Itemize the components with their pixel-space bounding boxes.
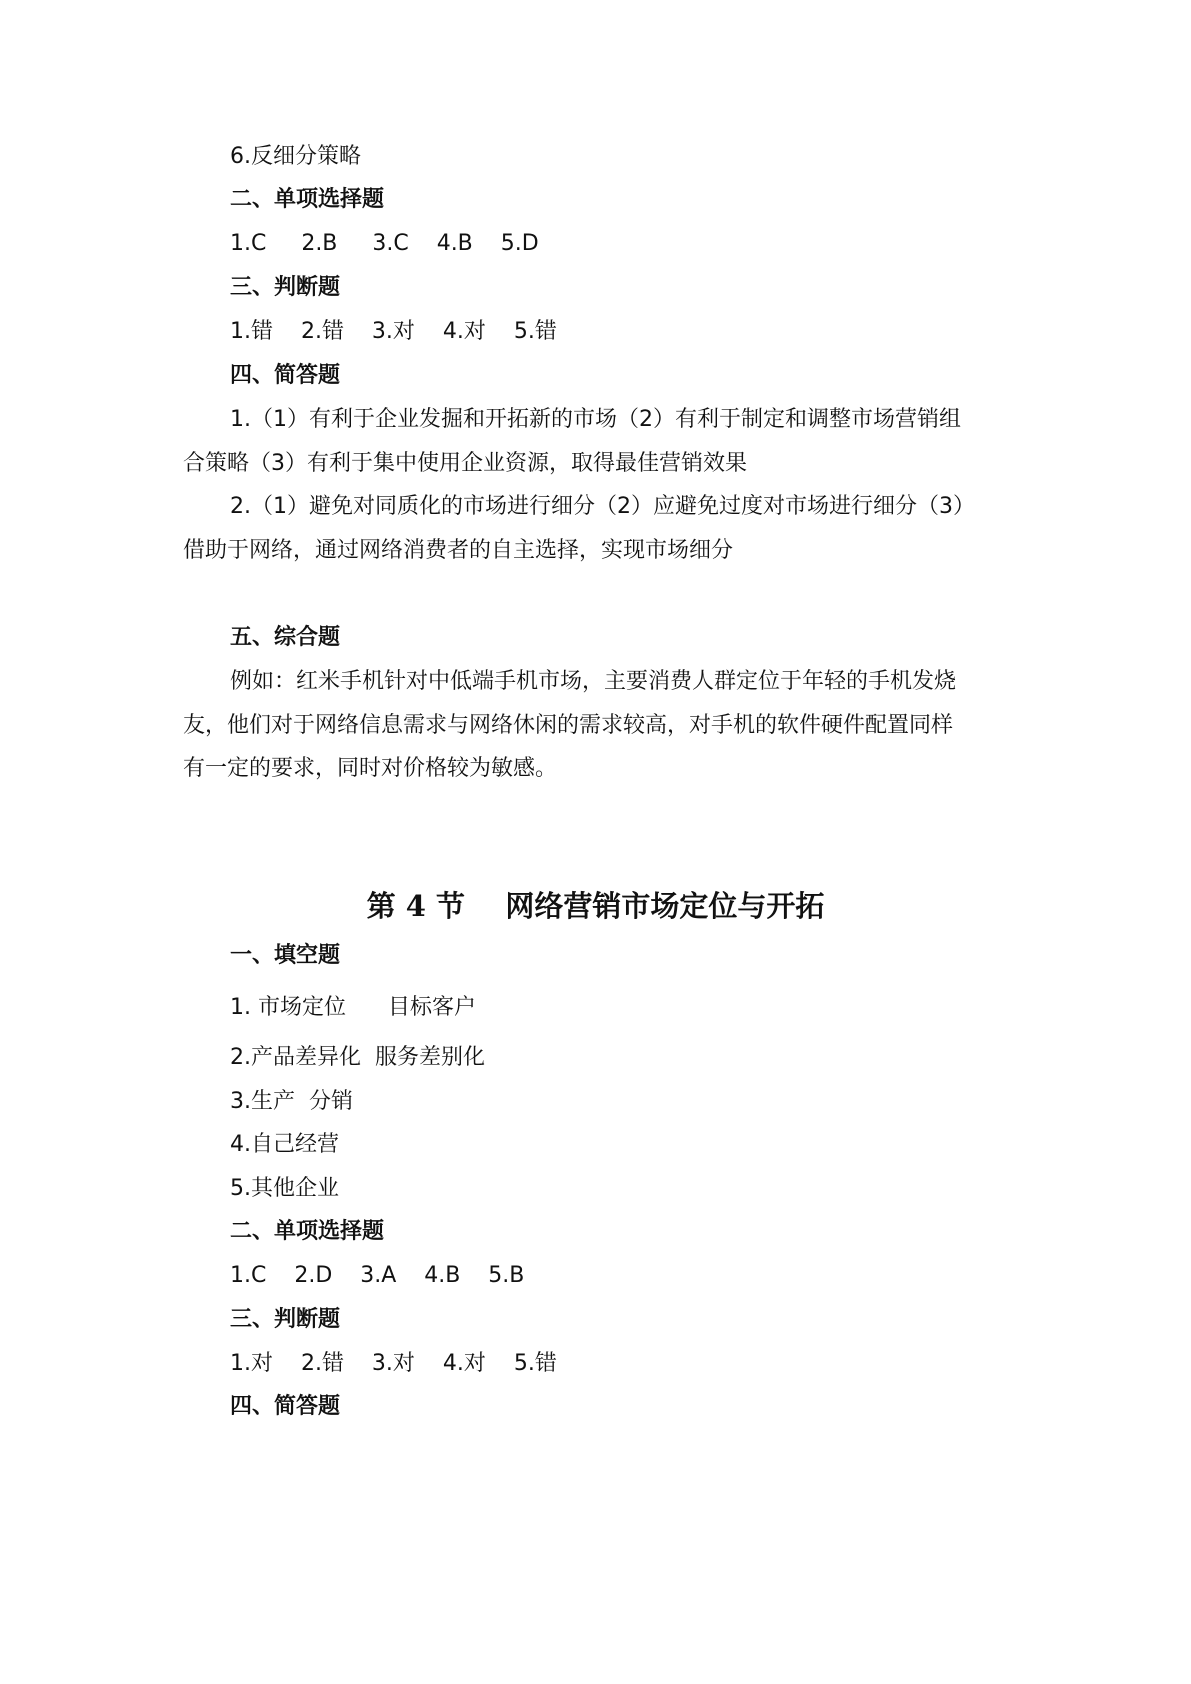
fill-in-answer-3: 3.生产 分销 <box>230 1089 353 1114</box>
section-heading-single-choice-2: 二、单项选择题 <box>230 1219 385 1244</box>
item-6: 6.反细分策略 <box>230 144 361 169</box>
comprehensive-line-1: 例如：红米手机针对中低端手机市场，主要消费人群定位于年轻的手机发烧 <box>230 669 957 694</box>
comprehensive-line-3: 有一定的要求，同时对价格较为敏感。 <box>183 756 558 781</box>
section-heading-short-answer-2: 四、简答题 <box>230 1394 341 1419</box>
true-false-answers-2: 1.对 2.错 3.对 4.对 5.错 <box>230 1351 557 1376</box>
section-heading-short-answer: 四、简答题 <box>230 363 341 388</box>
short-answer-1-line-2: 合策略（3）有利于集中使用企业资源，取得最佳营销效果 <box>183 451 747 476</box>
section-title: 第 4 节 网络营销市场定位与开拓 <box>366 889 825 923</box>
short-answer-1-line-1: 1.（1）有利于企业发掘和开拓新的市场（2）有利于制定和调整市场营销组 <box>230 407 961 432</box>
fill-in-answer-1: 1. 市场定位 目标客户 <box>230 995 476 1020</box>
section-heading-fill-in: 一、填空题 <box>230 943 341 968</box>
single-choice-answers: 1.C 2.B 3.C 4.B 5.D <box>230 231 539 256</box>
comprehensive-line-2: 友，他们对于网络信息需求与网络休闲的需求较高，对手机的软件硬件配置同样 <box>183 713 954 738</box>
true-false-answers: 1.错 2.错 3.对 4.对 5.错 <box>230 319 557 344</box>
section-heading-true-false: 三、判断题 <box>230 275 341 300</box>
short-answer-2-line-1: 2.（1）避免对同质化的市场进行细分（2）应避免过度对市场进行细分（3） <box>230 494 975 519</box>
section-heading-comprehensive: 五、综合题 <box>230 625 341 650</box>
fill-in-answer-2: 2.产品差异化 服务差别化 <box>230 1045 485 1070</box>
fill-in-answer-5: 5.其他企业 <box>230 1176 339 1201</box>
section-heading-single-choice: 二、单项选择题 <box>230 187 385 212</box>
fill-in-answer-4: 4.自己经营 <box>230 1132 339 1157</box>
short-answer-2-line-2: 借助于网络，通过网络消费者的自主选择，实现市场细分 <box>183 538 734 563</box>
single-choice-answers-2: 1.C 2.D 3.A 4.B 5.B <box>230 1263 525 1288</box>
section-heading-true-false-2: 三、判断题 <box>230 1307 341 1332</box>
